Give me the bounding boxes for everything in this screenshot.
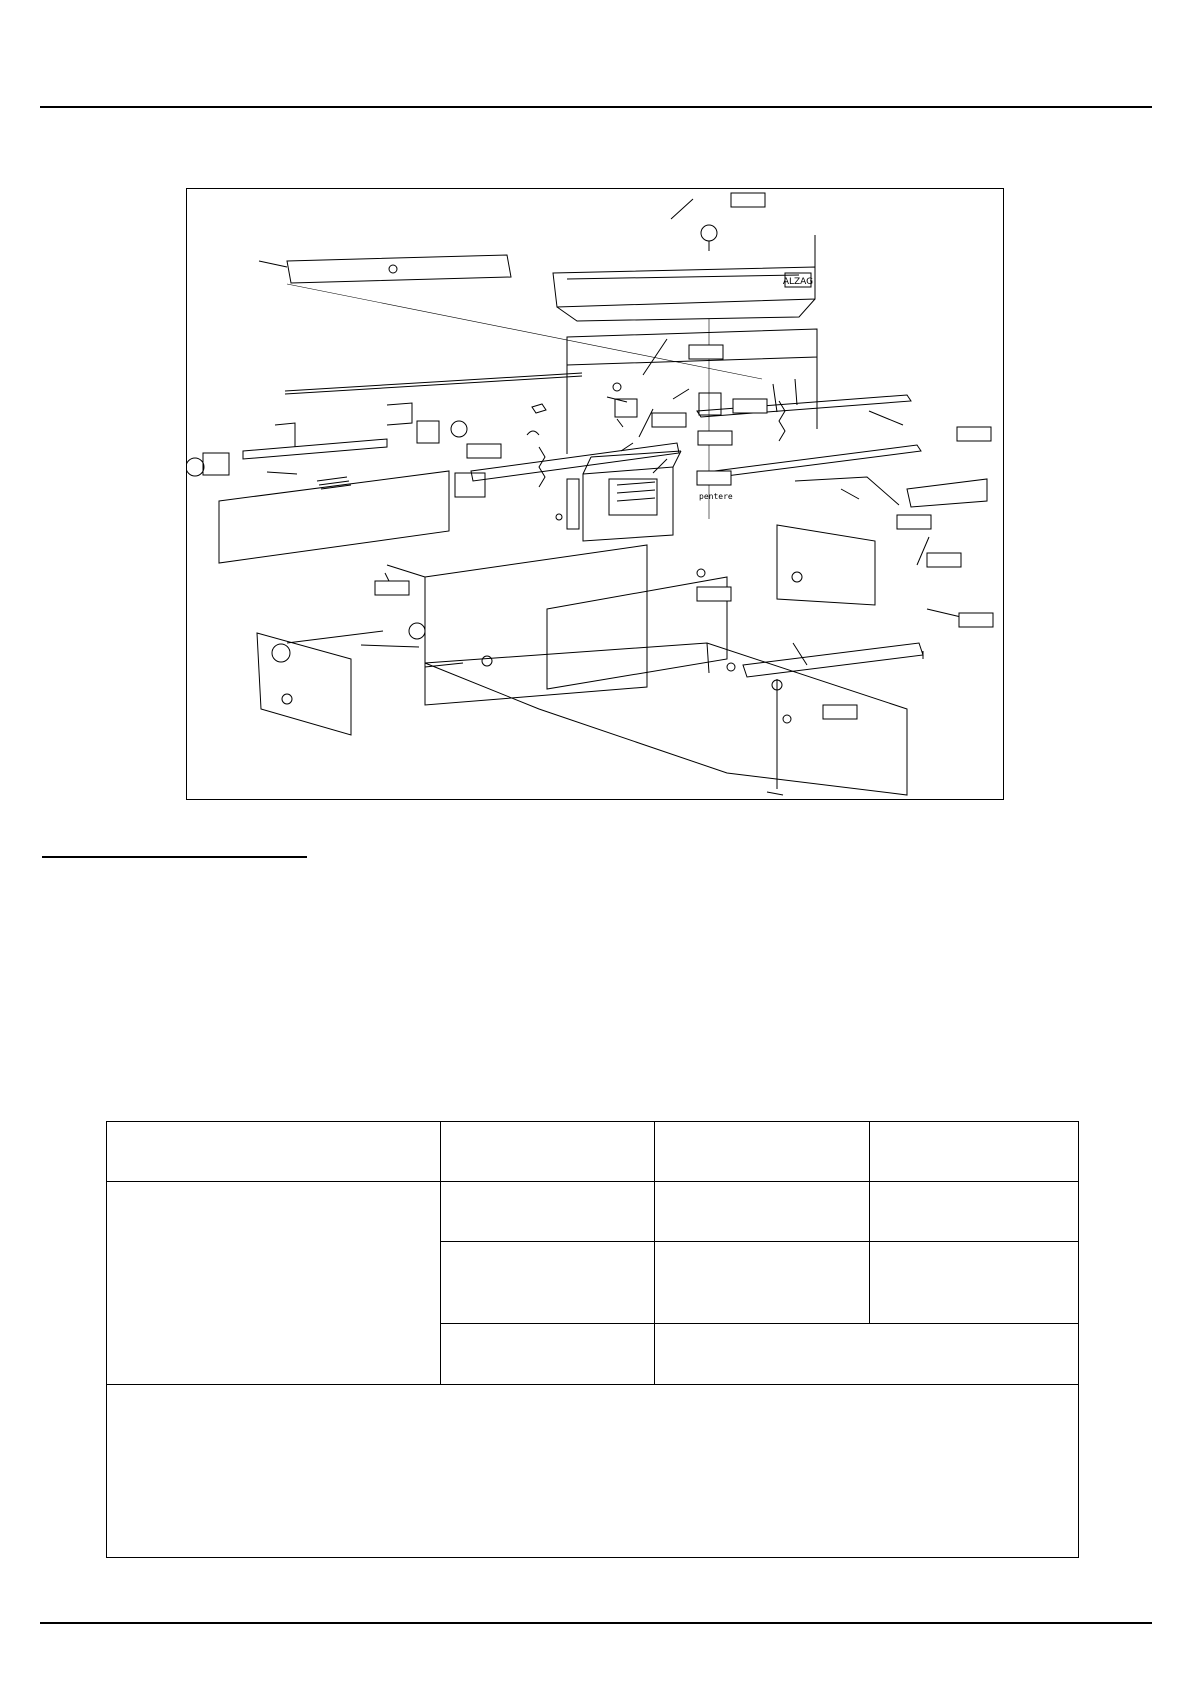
inner-chassis <box>425 545 647 705</box>
spec-table <box>106 1121 1079 1558</box>
top-cover <box>553 267 815 307</box>
table-cell <box>107 1122 441 1182</box>
callout-box <box>689 345 723 359</box>
callout-box <box>467 444 501 458</box>
callout-box <box>733 399 767 413</box>
table-cell <box>870 1182 1079 1242</box>
left-side-panel <box>219 471 449 563</box>
callout-box <box>927 553 961 567</box>
table-cell <box>441 1122 655 1182</box>
long-rod <box>285 373 582 391</box>
exploded-parts-drawing <box>186 188 1004 800</box>
table-cell <box>441 1182 655 1242</box>
transformer-core <box>583 467 673 541</box>
table-cell <box>655 1242 870 1324</box>
table-cell <box>107 1384 1079 1557</box>
table-footer-row <box>107 1384 1079 1557</box>
callout-box <box>957 427 991 441</box>
table-cell <box>655 1182 870 1242</box>
table-row <box>107 1182 1079 1242</box>
front-panel <box>257 633 351 735</box>
upper-left-rail <box>287 255 511 283</box>
left-handle <box>243 439 387 459</box>
table-header-row <box>107 1122 1079 1182</box>
callout-box <box>731 193 765 207</box>
callout-box <box>697 587 731 601</box>
table-cell <box>441 1324 655 1384</box>
lever-arm <box>795 477 899 505</box>
table-cell <box>870 1122 1079 1182</box>
callout-box <box>897 515 931 529</box>
component-text: pentere <box>699 492 733 501</box>
section-heading <box>42 832 307 852</box>
callout-box <box>698 431 732 445</box>
guide-channel <box>471 443 679 481</box>
callout-box <box>652 413 686 427</box>
table-cell <box>441 1242 655 1324</box>
table-cell <box>870 1242 1079 1324</box>
nameplate-text: ALZAG <box>782 277 814 287</box>
footer-rule <box>40 1622 1152 1624</box>
table-cell <box>655 1122 870 1182</box>
callout-box <box>375 581 409 595</box>
right-side-plate <box>777 525 875 605</box>
callout-box <box>823 705 857 719</box>
front-rail <box>743 643 923 677</box>
drawing-canvas <box>187 189 1005 801</box>
callout-box <box>697 471 731 485</box>
header-rule <box>40 106 1152 108</box>
section-heading-rule <box>42 856 307 858</box>
table-cell <box>107 1182 441 1384</box>
table-cell <box>655 1324 1079 1384</box>
callout-box <box>959 613 993 627</box>
